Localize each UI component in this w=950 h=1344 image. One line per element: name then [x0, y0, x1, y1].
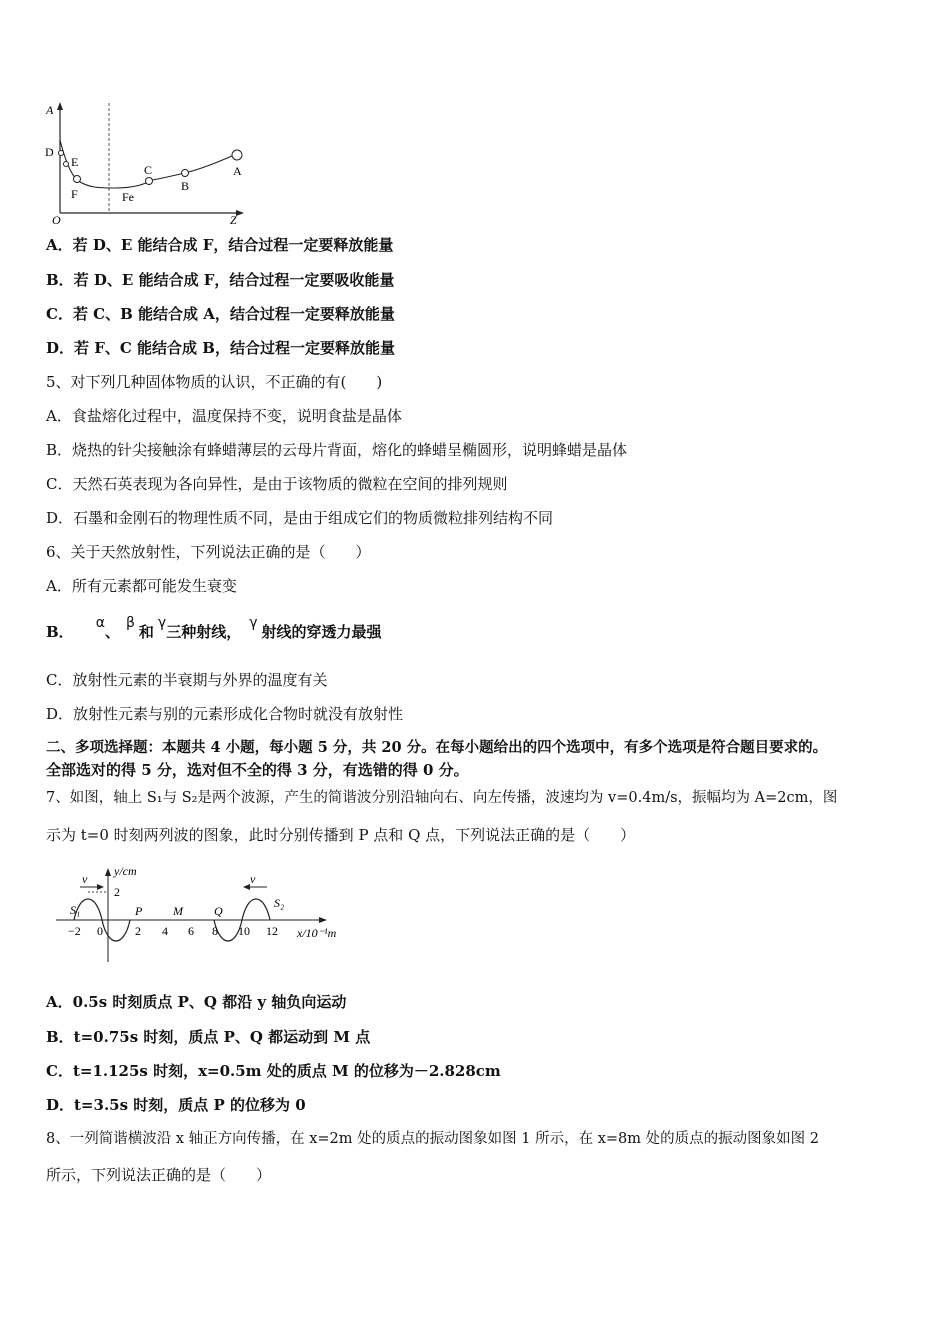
option-b-text2: 射线的穿透力最强: [261, 623, 382, 641]
tick-2: 2: [135, 924, 141, 938]
section2-line2: 全部选对的得 5 分，选对但不全的得 3 分，有选错的得 0 分。: [46, 761, 469, 779]
tick-6: 6: [188, 924, 194, 938]
q6-option-b: [46, 615, 382, 643]
y-axis-label: A: [46, 103, 54, 117]
x-axis-unit-label: x/10⁻¹m: [297, 926, 337, 940]
tick-0: 0: [97, 924, 103, 938]
q6-stem: 6、关于天然放射性，下列说法正确的是（ ）: [46, 543, 371, 561]
and-word: 和: [138, 623, 154, 641]
point-f: [74, 176, 81, 183]
q5-option-d: D．石墨和金刚石的物理性质不同，是由于组成它们的物质微粒排列结构不同: [46, 509, 554, 527]
tick-12: 12: [266, 924, 278, 938]
q7-stem-1: 7、如图，轴上 S₁与 S₂是两个波源，产生的简谐波分别沿轴向右、向左传播，波速均为 v=0.4m/s，振幅均为 A=2cm，图: [46, 790, 838, 806]
section2-line1: 二、多项选择题：本题共 4 小题，每小题 5 分，共 20 分。在每小题给出的四个选项中，有多个选项是符合题目要求的。: [46, 739, 828, 756]
point-b: [182, 170, 189, 177]
amplitude-label: 2: [114, 885, 120, 899]
s1-label: S₁: [70, 903, 81, 917]
q5-option-a: A．食盐熔化过程中，温度保持不变，说明食盐是晶体: [46, 407, 402, 425]
x-axis-label: Z: [230, 213, 237, 227]
wave-figure: [52, 862, 352, 967]
q4-option-c: C．若 C、B 能结合成 A，结合过程一定要释放能量: [46, 305, 395, 323]
beta-symbol: β: [125, 615, 135, 631]
q5-option-b: B．烧热的针尖接触涂有蜂蜡薄层的云母片背面，熔化的蜂蜡呈椭圆形，说明蜂蜡是晶体: [46, 441, 628, 459]
point-e: [64, 162, 69, 167]
label-d: D: [45, 145, 54, 159]
tick-neg2: −2: [68, 924, 81, 938]
tick-4: 4: [162, 924, 168, 938]
wave-y-arrow: [105, 868, 111, 876]
binding-energy-figure: [40, 98, 255, 228]
tick-10: 10: [238, 924, 250, 938]
label-c: C: [144, 163, 153, 177]
point-c: [146, 178, 153, 185]
alpha-symbol: α: [95, 615, 105, 631]
q8-stem-2: 所示，下列说法正确的是（ ）: [46, 1166, 272, 1184]
q4-option-a: A．若 D、E 能结合成 F，结合过程一定要释放能量: [46, 236, 394, 254]
tick-8: 8: [212, 924, 218, 938]
p-label: P: [135, 904, 143, 918]
m-label: M: [173, 904, 183, 918]
gamma-symbol: γ: [157, 615, 167, 631]
point-a: [232, 150, 242, 160]
q-label: Q: [214, 904, 223, 918]
label-e: E: [71, 155, 79, 169]
x-axis-arrow: [236, 210, 244, 216]
s2-label: S₂: [274, 896, 285, 910]
v-label-left: v: [82, 872, 88, 886]
q6-option-a: A．所有元素都可能发生衰变: [46, 577, 237, 595]
q7-stem-2: 示为 t=0 时刻两列波的图象，此时分别传播到 P 点和 Q 点，下列说法正确的是（ ）: [46, 826, 636, 844]
label-b: B: [181, 179, 190, 193]
y-axis-arrow: [57, 102, 63, 110]
gamma-symbol-2: γ: [249, 615, 258, 631]
separator: 、: [104, 623, 120, 641]
label-a: A: [233, 164, 242, 178]
q5-stem: 5、对下列几种固体物质的认识，不正确的有( ): [46, 373, 383, 391]
wave-x-arrow: [319, 917, 327, 923]
q8-stem-1: 8、一列简谐横波沿 x 轴正方向传播，在 x=2m 处的质点的振动图象如图 1 所示，在 x=8m 处的质点的振动图象如图 2: [46, 1131, 819, 1147]
q7-option-c: C．t=1.125s 时刻，x=0.5m 处的质点 M 的位移为－2.828cm: [46, 1062, 501, 1080]
q5-option-c: C．天然石英表现为各向异性，是由于该物质的微粒在空间的排列规则: [46, 475, 508, 493]
v-label-right: v: [250, 872, 256, 886]
q7-option-b: B．t=0.75s 时刻，质点 P、Q 都运动到 M 点: [46, 1028, 371, 1046]
velocity-arrowhead-left: [243, 884, 250, 890]
q4-option-b: B．若 D、E 能结合成 F，结合过程一定要吸收能量: [46, 271, 395, 289]
q4-option-d: D．若 F、C 能结合成 B，结合过程一定要释放能量: [46, 339, 395, 357]
point-d: [59, 151, 64, 156]
q6-option-c: C．放射性元素的半衰期与外界的温度有关: [46, 671, 328, 689]
section2-heading: [46, 737, 916, 781]
option-b-text1: 三种射线，: [166, 623, 242, 641]
option-b-label: B．: [46, 623, 74, 641]
q6-option-d: D．放射性元素与别的元素形成化合物时就没有放射性: [46, 705, 404, 723]
origin-label: O: [52, 213, 61, 227]
q7-option-d: D．t=3.5s 时刻，质点 P 的位移为 0: [46, 1096, 306, 1114]
velocity-arrowhead-right: [97, 884, 104, 890]
label-fe: Fe: [122, 190, 134, 204]
label-f: F: [71, 187, 78, 201]
y-axis-unit-label: y/cm: [114, 864, 137, 878]
q7-option-a: A．0.5s 时刻质点 P、Q 都沿 y 轴负向运动: [46, 993, 347, 1011]
